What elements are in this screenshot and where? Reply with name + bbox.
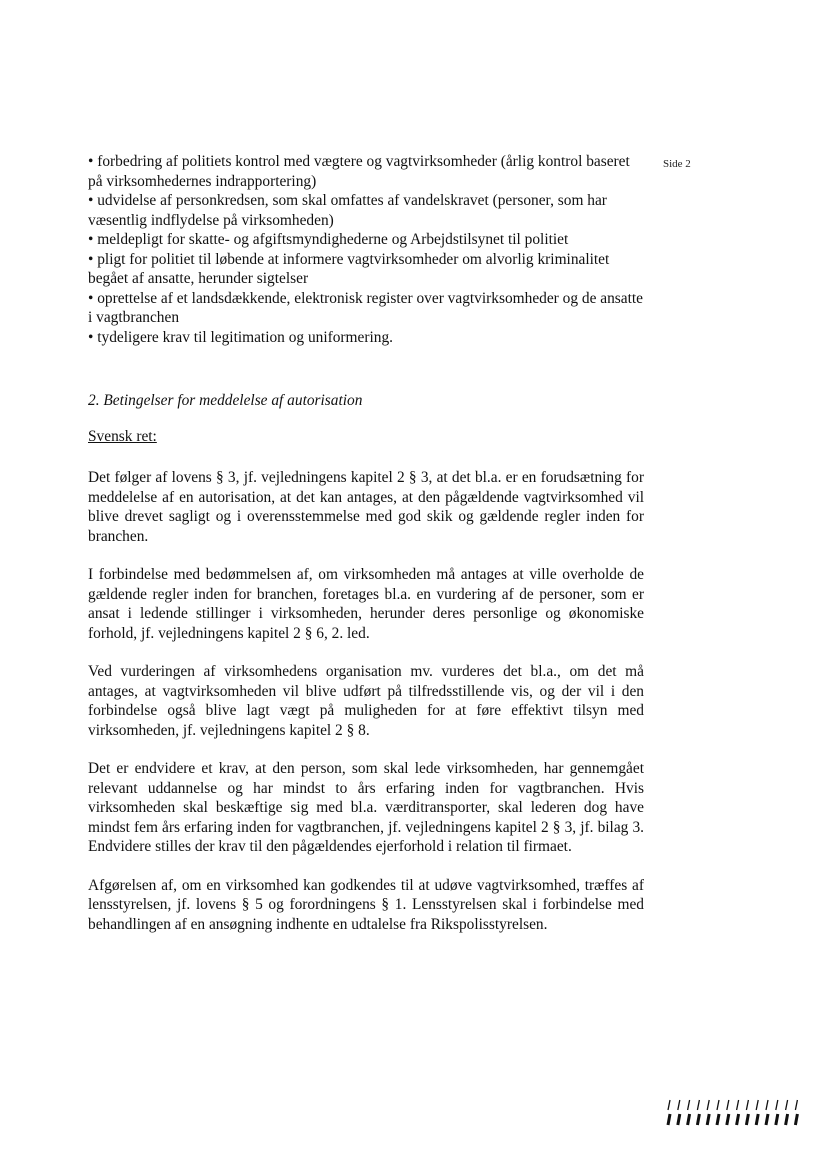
bullet-item: • forbedring af politiets kontrol med vægtere og vagtvirksomheder (årlig kontrol baseret på virksomhedernes indrapportering) xyxy=(88,153,630,190)
bullet-list xyxy=(88,152,644,347)
paragraph: I forbindelse med bedømmelsen af, om virksomheden må antages at ville overholde de gældende regler inden for branchen, foretages bl.a. en vurdering af de personer, som er ansat i ledende stillinger i virksomheden, herunder deres personlige og økonomiske forhold, jf. vejledningens kapitel 2 § 6, 2. led. xyxy=(88,566,644,642)
section-subheading: Svensk ret: xyxy=(88,427,157,445)
document-body xyxy=(88,152,644,949)
paragraph: Ved vurderingen af virksomhedens organisation mv. vurderes det bl.a., om det må antages, at vagtvirksomheden vil blive udført på tilfredsstillende vis, og der vil i den forbindelse også blive lagt vægt på muligheden for at føre effektivt tilsyn med virksomheden, jf. vejledningens kapitel 2 § 8. xyxy=(88,663,644,739)
paragraph: Afgørelsen af, om en virksomhed kan godkendes til at udøve vagtvirksomhed, træffes af lensstyrelsen, jf. lovens § 5 og forordningens § 1. Lensstyrelsen skal i forbindelse med behandlingen af en ansøgning indhente en udtalelse fra Rikspolisstyrelsen. xyxy=(88,876,644,933)
bullet-item: • pligt for politiet til løbende at informere vagtvirksomheder om alvorlig kriminalitet begået af ansatte, herunder sigtelser xyxy=(88,250,610,287)
bullet-item: • udvidelse af personkredsen, som skal omfattes af vandelskravet (personer, som har væsentlig indflydelse på virksomheden) xyxy=(88,192,607,229)
barcode-bottom-row xyxy=(668,1114,797,1125)
barcode-mark xyxy=(665,1098,805,1126)
bullet-item: • meldepligt for skatte- og afgiftsmyndighederne og Arbejdstilsynet til politiet xyxy=(88,231,569,248)
bullet-item: • oprettelse af et landsdækkende, elektronisk register over vagtvirksomheder og de ansatte i vagtbranchen xyxy=(88,289,643,326)
barcode-top-row xyxy=(668,1100,797,1110)
paragraph: Det er endvidere et krav, at den person, som skal lede virksomheden, har gennemgået relevant uddannelse og har mindst to års erfaring inden for vagtbranchen. Hvis virksomheden skal beskæftige sig med bl.a. værditransporter, skal lederen dog have mindst fem års erfaring inden for vagtbranchen, jf. vejledningens kapitel 2 § 3, jf. bilag 3. Endvidere stilles der krav til den pågældendes ejerforhold i relation til firmaet. xyxy=(88,760,644,855)
bullet-item: • tydeligere krav til legitimation og uniformering. xyxy=(88,328,394,346)
page-number-label: Side 2 xyxy=(663,158,691,170)
paragraph: Det følger af lovens § 3, jf. vejledningens kapitel 2 § 3, at det bl.a. er en forudsætning for meddelelse af en autorisation, at det kan antages, at den pågældende vagtvirksomhed vil blive drevet sagligt og i overensstemmelse med god skik og gældende regler inden for branchen. xyxy=(88,469,644,545)
section-heading: 2. Betingelser for meddelelse af autorisation xyxy=(88,392,363,409)
